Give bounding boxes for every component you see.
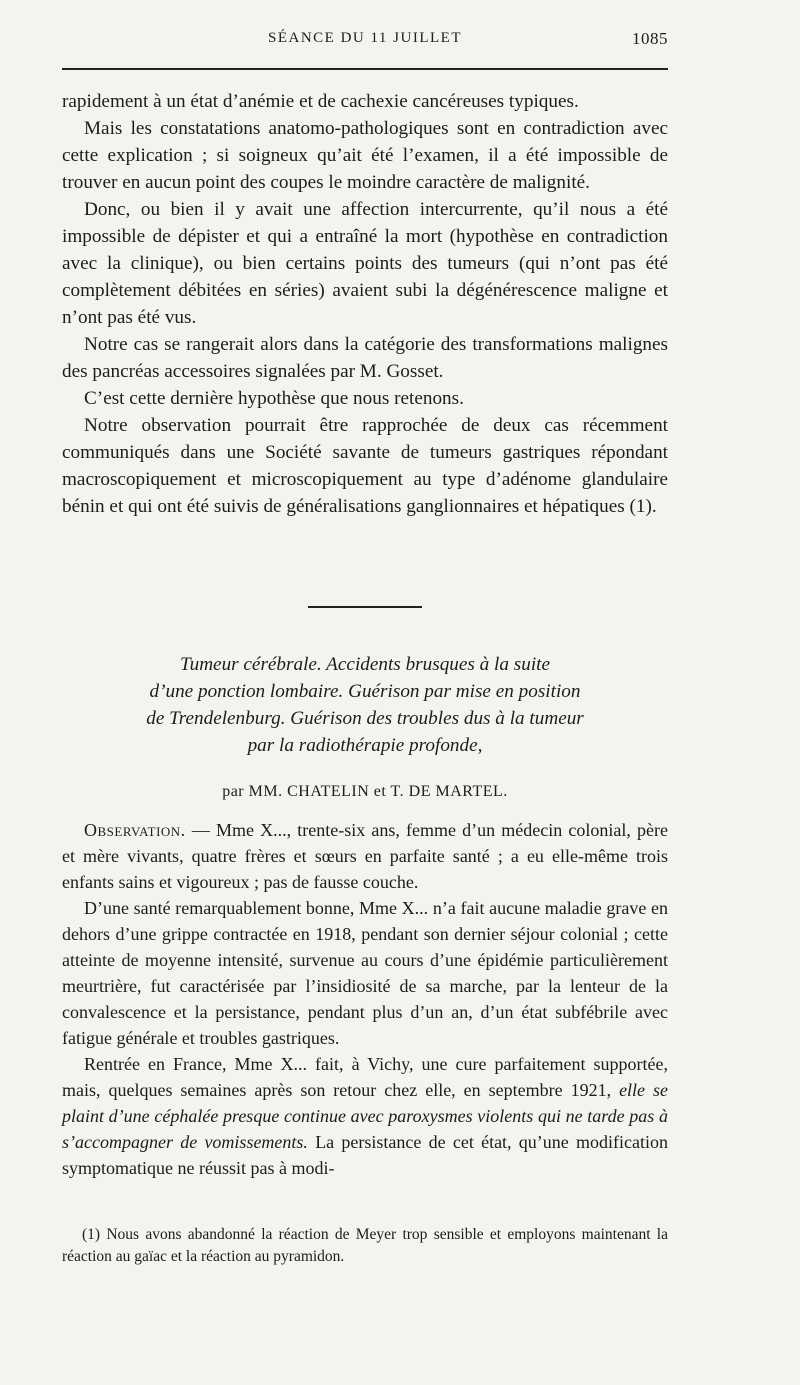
section-separator — [308, 606, 422, 608]
paragraph: rapidement à un état d’anémie et de cachexie cancéreuses typiques. — [62, 91, 579, 112]
paragraph — [62, 1051, 668, 1181]
paragraph: D’une santé remarquablement bonne, Mme X... n’a fait aucune maladie grave en dehors d’une grippe contractée en 1918, pendant son dernier séjour colonial ; cette atteinte de moyenne intensité, survenue au cours d’une épidémie particulièrement meurtrière, fut caractérisée par l’insidiosité de sa marche, par la lenteur de la convalescence et la persistance, pendant plus d’un an, d’un état subfébrile avec fatigue générale et troubles gastriques. — [62, 898, 668, 1048]
page-number: 1085 — [632, 29, 668, 48]
observation-label: Observation. — [84, 820, 186, 840]
paragraph: Donc, ou bien il y avait une affection intercurrente, qu’il nous a été impossible de dépister et qui a entraîné la mort (hypothèse en contradiction avec la clinique), ou bien certains points des tumeurs (qui n’ont pas été complètement débitées en séries) avaient subi la dégénérescence maligne et n’ont pas été vus. — [62, 199, 668, 328]
footnote: (1) Nous avons abandonné la réaction de Meyer trop sensible et employons maintenant la réaction au gaïac et la réaction au pyramidon. — [62, 1226, 668, 1265]
title-line: Tumeur cérébrale. Accidents brusques à la suite — [179, 654, 551, 675]
header-rule — [62, 68, 668, 70]
title-line: par la radiothérapie profonde, — [247, 735, 483, 756]
paragraph-text: La persistance de cet état, qu’une modification symptomatique ne réussit pas à modi- — [62, 1132, 669, 1178]
paragraph: Notre cas se rangerait alors dans la catégorie des transformations malignes des pancréas accessoires signalées par M. Gosset. — [62, 334, 668, 382]
title-line: de Trendelenburg. Guérison des troubles dus à la tumeur — [146, 708, 584, 729]
observation-text — [62, 817, 668, 1181]
italic-text: elle se plaint d’une céphalée presque continue avec paroxysmes violents qui ne tarde pas à s’accompagner de vomissements. — [62, 1080, 669, 1152]
title-line: d’une ponction lombaire. Guérison par mise en position — [149, 681, 581, 702]
paragraph — [62, 817, 668, 895]
continued-text — [62, 88, 668, 520]
paragraph-text: Rentrée en France, Mme X... fait, à Vichy, une cure parfaitement supportée, mais, quelques semaines après son retour chez elle, en septembre 1921, — [62, 1054, 668, 1100]
paragraph: C’est cette dernière hypothèse que nous retenons. — [84, 388, 464, 409]
paragraph: Notre observation pourrait être rapprochée de deux cas récemment communiqués dans une Société savante de tumeurs gastriques répondant macroscopiquement et microscopiquement au type d’adénome glandulaire bénin et qui ont été suivis de généralisations ganglionnaires et hépatiques (1). — [62, 415, 668, 517]
article-authors: par MM. CHATELIN et T. DE MARTEL. — [222, 783, 508, 800]
header-title: SÉANCE DU 11 JUILLET — [267, 30, 462, 46]
running-header — [62, 30, 668, 52]
article-title — [62, 651, 668, 759]
paragraph: Mais les constatations anatomo-pathologiques sont en contradiction avec cette explication ; si soigneux qu’ait été l’examen, il a été impossible de trouver en aucun point des coupes le moindre caractère de malignité. — [62, 118, 668, 193]
paragraph-text: — Mme X..., trente-six ans, femme d’un médecin colonial, père et mère vivants, quatre frères et sœurs en parfaite santé ; a eu elle-même trois enfants sains et vigoureux ; pas de fausse couche. — [62, 820, 669, 892]
